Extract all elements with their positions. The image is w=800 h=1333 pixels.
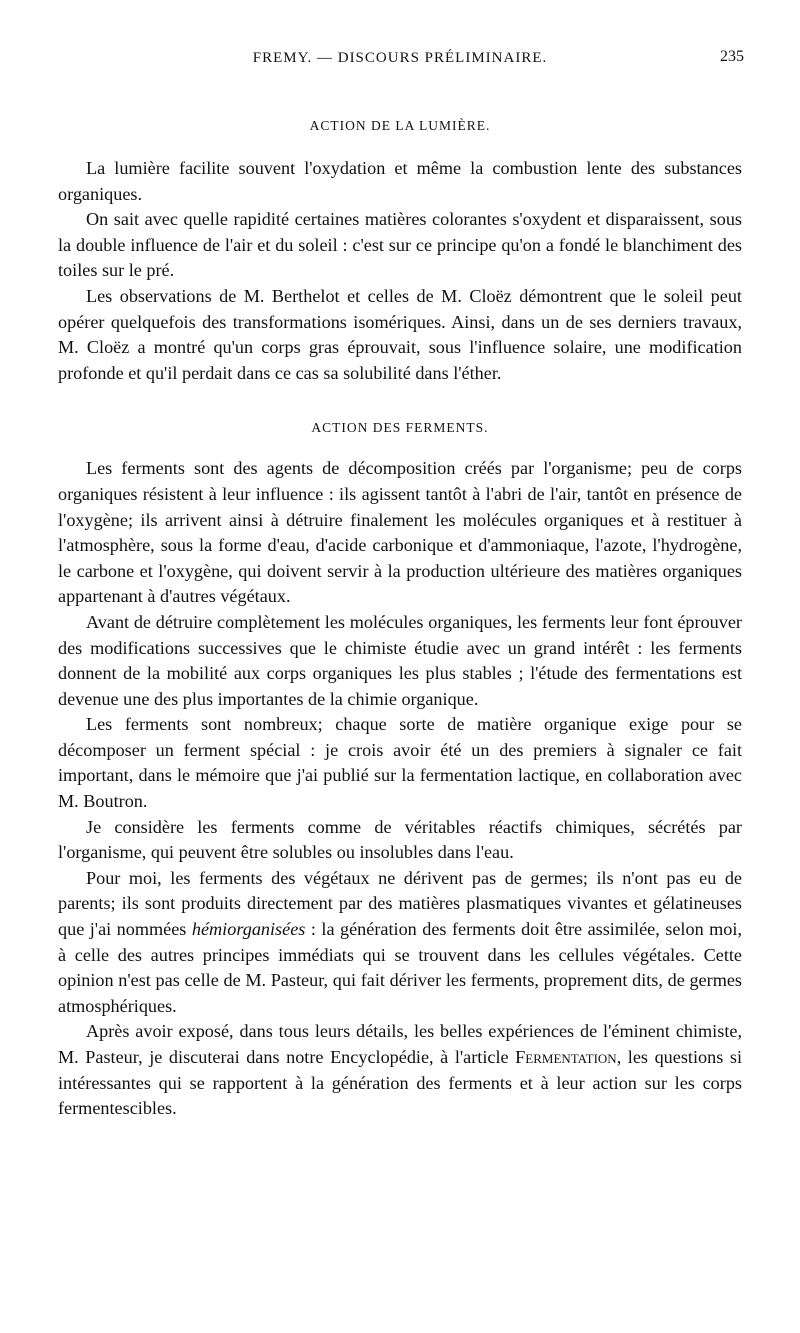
paragraph: [58, 1019, 742, 1121]
section-title-lumiere: ACTION DE LA LUMIÈRE.: [309, 118, 491, 133]
italic-term: hémiorganisées: [191, 919, 306, 940]
paragraph: Je considère les ferments comme de véritables réactifs chimiques, sécrétés par l'organisme, qui peuvent être solubles ou insolubles dans l'eau.: [58, 816, 742, 863]
paragraph: Avant de détruire complètement les molécules organiques, les ferments leur font éprouver des modifications successives que le chimiste étudie avec un grand intérêt : les ferments donnent de la mobilité aux corps organiques les plus stables ; l'étude des fermentations est devenue une des plus importantes de la chimie organique.: [58, 611, 742, 709]
paragraph: Les ferments sont des agents de décomposition créés par l'organisme; peu de corps organiques résistent à leur influence : ils agissent tantôt à l'abri de l'air, tantôt en présence de l'oxygène; ils arrivent ainsi à détruire finalement les molécules organiques et à restituer à l'atmosphère, sous la forme d'eau, d'acide carbonique et d'ammoniaque, l'azote, l'hydrogène, le carbone et l'oxygène, qui doivent servir à la production ultérieure des matières organiques appartenant à d'autres végétaux.: [58, 458, 742, 607]
running-head: [52, 46, 748, 70]
running-title: FREMY. — DISCOURS PRÉLIMINAIRE.: [252, 50, 548, 66]
paragraph: On sait avec quelle rapidité certaines matières colorantes s'oxydent et disparaissent, sous la double influence de l'air et du soleil : c'est sur ce principe qu'on a fondé le blanchiment des toiles sur le pré.: [58, 209, 742, 281]
paragraph: Les ferments sont nombreux; chaque sorte de matière organique exige pour se décomposer un ferment spécial : je crois avoir été un des premiers à signaler ce fait important, dans le mémoire que j'ai publié sur la fermentation lactique, en collaboration avec M. Boutron.: [58, 714, 742, 812]
paragraph: Les observations de M. Berthelot et celles de M. Cloëz démontrent que le soleil peut opérer quelquefois des transformations isomériques. Ainsi, dans un de ses derniers travaux, M. Cloëz a montré qu'un corps gras éprouvait, sous l'influence solaire, une modification profonde et qu'il perdait dans ce cas sa solubilité dans l'éther.: [58, 285, 742, 383]
article-reference: Fermentation: [515, 1047, 617, 1067]
paragraph-text: Après avoir exposé, dans tous leurs détails, les belles expériences de l'éminent chimiste, M. Pasteur, je discuterai dans notre Encyclopédie, à l'article: [58, 1021, 742, 1067]
paragraph-text: , les questions si intéressantes qui se rapportent à la génération des ferments et à leur action sur les corps fermentescibles.: [58, 1047, 743, 1119]
paragraph-text: : la génération des ferments doit être assimilée, selon moi, à celle des autres principes immédiats qui se trouvent dans les cellules végétales. Cette opinion n'est pas celle de M. Pasteur, qui fait dériver les ferments, proprement dits, de germes atmosphériques.: [58, 919, 742, 1016]
paragraph: [58, 866, 742, 1020]
paragraph: La lumière facilite souvent l'oxydation et même la combustion lente des substances organiques.: [58, 158, 742, 204]
page-number: 235: [720, 48, 744, 65]
section-title-ferments: ACTION DES FERMENTS.: [311, 420, 489, 436]
paragraph-text: Pour moi, les ferments des végétaux ne dérivent pas de germes; ils n'ont pas eu de parents; ils sont produits directement par des matières plasmatiques vivantes et gélatineuses que j'ai nommées: [58, 867, 742, 940]
page-body: [58, 118, 742, 1122]
